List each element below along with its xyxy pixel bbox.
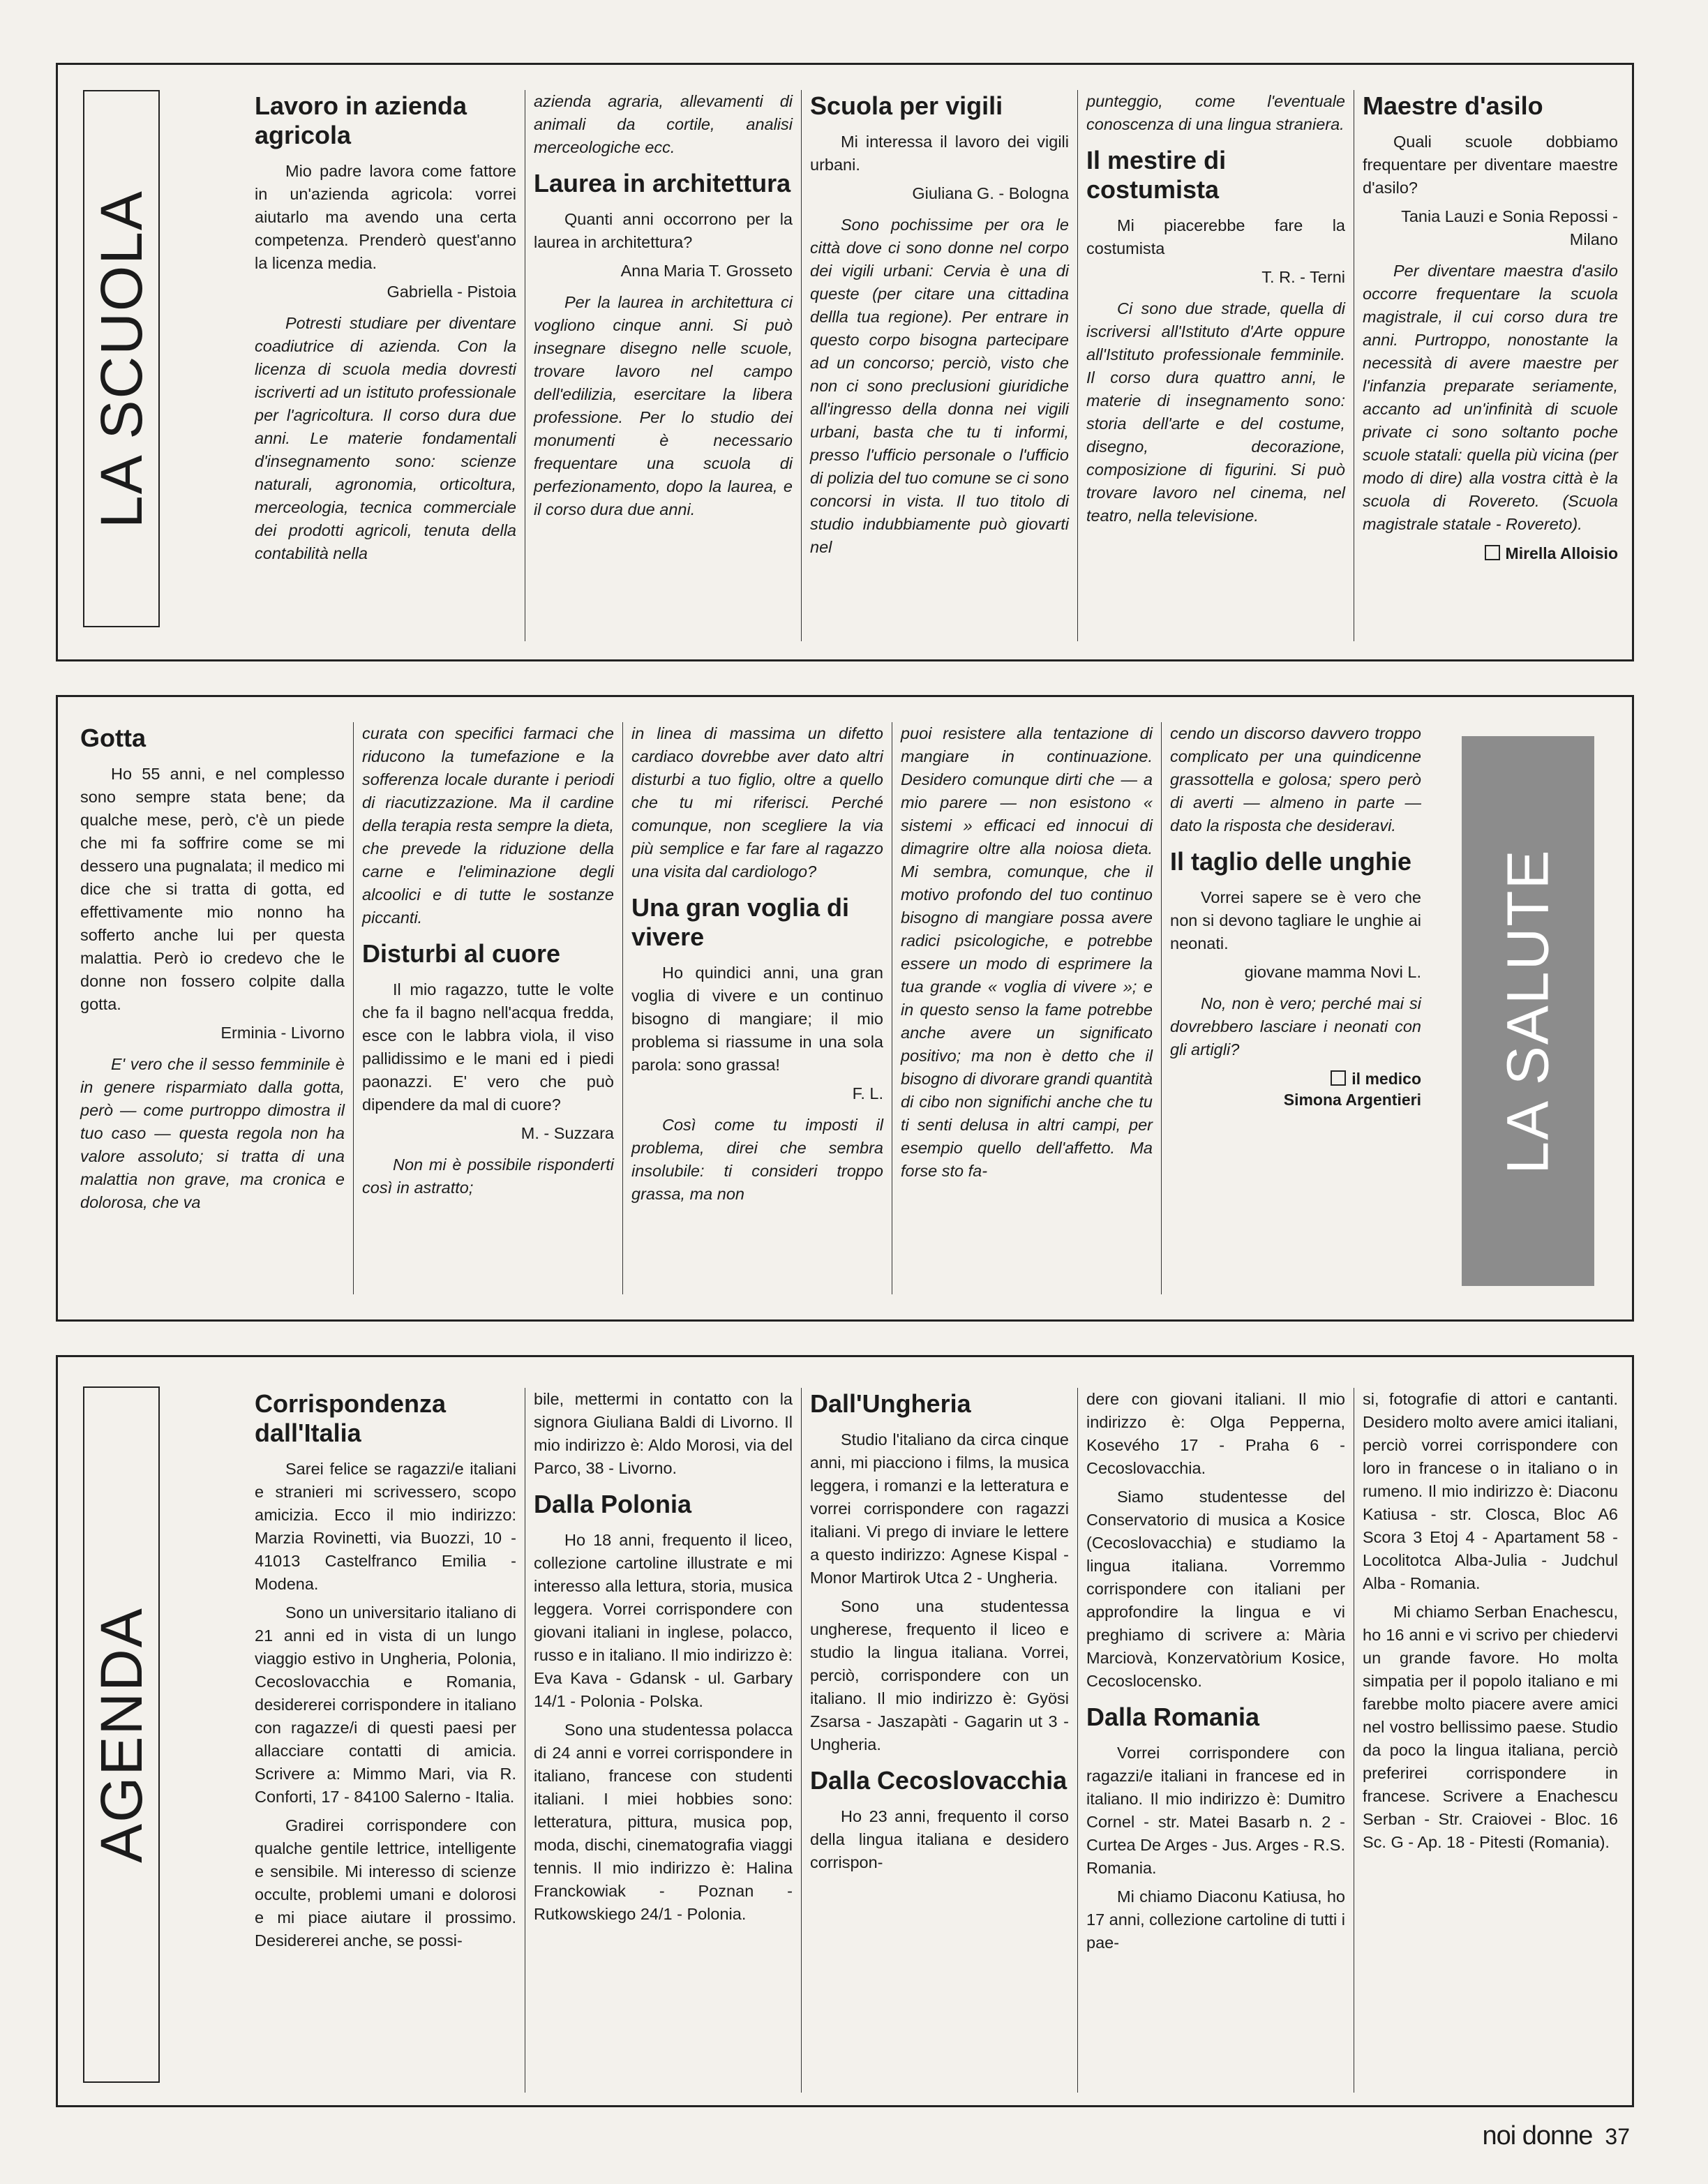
- author-credit: [1170, 1068, 1421, 1089]
- article-title: Disturbi al cuore: [362, 939, 561, 968]
- question: Ho quindici anni, una gran voglia di vivere e un continuo bisogno di mangiare; il mio problema si riassume in una sola parola: sono grassa!: [631, 964, 883, 1074]
- signature: Tania Lauzi e Sonia Repossi - Milano: [1401, 207, 1618, 248]
- letter: Siamo studentesse del Conservatorio di musica a Kosice (Cecoslovacchia) e studiamo la lingua italiana. Vorremmo corrispondere con italiani per approfondire la lingua e vi preghiamo di scrivere a: Mària Marciovà, Konzervatòrium Kosice, Cecoslocensko.: [1086, 1488, 1345, 1690]
- article-column: [1078, 1388, 1354, 2093]
- answer: No, non è vero; perché mai si dovrebbero lasciare i neonati con gli artigli?: [1170, 994, 1421, 1059]
- letter: Sono un universitario italiano di 21 anni ed in vista di un lungo viaggio estivo in Ungheria, Polonia, Cecoslovacchia e Romania, desidererei corrispondere in italiano con ragazze/i di questi paesi per allacciare contatti di amicia. Scrivere a: Mimmo Mari, via R. Conforti, 17 - 84100 Salerno - Italia.: [255, 1603, 516, 1806]
- signature: giovane mamma Novi L.: [1244, 963, 1421, 981]
- article-column: [802, 90, 1078, 641]
- article-title: Lavoro in azienda agricola: [255, 91, 467, 149]
- page-number: 37: [1605, 2124, 1630, 2149]
- author-credit: [1363, 543, 1618, 564]
- magazine-name: noi donne: [1482, 2121, 1593, 2151]
- article-title: Gotta: [80, 724, 146, 752]
- article-column: [246, 90, 525, 641]
- answer: Per la laurea in architettura ci vogliono cinque anni. Si può insegnare disegno nelle scuole, trovare lavoro nel campo dell'edilizia, esercitare la libera professione. Per lo studio dei monumenti è necessario frequentare una scuola di perfezionamento, dopo la laurea, e il corso dura due anni.: [534, 293, 793, 518]
- article-title: Laurea in architettura: [534, 169, 791, 197]
- letter: Sono una studentessa polacca di 24 anni e vorrei corrispondere in italiano, francese con studenti italiani. I miei hobbies sono: letteratura, pittura, musica pop, moda, dischi, cinematografia viaggi tennis. Il mio indirizzo è: Halina Franckowiak - Poznan - Rutkowskiego 24/1 - Polonia.: [534, 1721, 793, 1923]
- signature: Gabriella - Pistoia: [387, 283, 516, 301]
- question: Mio padre lavora come fattore in un'azienda agricola: vorrei aiutarlo ma avendo una certa competenza. Prenderò quest'anno la licenza media.: [255, 162, 516, 272]
- letter-continued: dere con giovani italiani. Il mio indirizzo è: Olga Pepperna, Kosevého 17 - Praha 6 - Cecoslovacchia.: [1086, 1390, 1345, 1477]
- article-title: Il mestire di costumista: [1086, 146, 1227, 204]
- article-column: [1078, 90, 1354, 641]
- question: Quali scuole dobbiamo frequentare per diventare maestre d'asilo?: [1363, 133, 1618, 197]
- answer: Non mi è possibile risponderti così in astratto;: [362, 1155, 614, 1197]
- signature: Erminia - Livorno: [220, 1024, 345, 1042]
- question: Il mio ragazzo, tutte le volte che fa il bagno nell'acqua fredda, esce con le labbra viola, il viso pallidissimo e le mani ed i piedi paonazzi. E' vero che può dipendere da mal di cuore?: [362, 980, 614, 1114]
- signature: M. - Suzzara: [520, 1124, 614, 1142]
- question: Ho 55 anni, e nel complesso sono sempre stata bene; da qualche mese, però, c'è un piede che mi fa soffrire come se mi dessero una pugnalata; il medico mi dice che si tratta di gotta, ed effettivamente mio nonno ha sofferto anche lui per questa malattia. Però io credevo che le donne non fossero colpite dalla gotta.: [80, 765, 345, 1013]
- section-label: AGENDA: [88, 1606, 154, 1863]
- question: Vorrei sapere se è vero che non si devono tagliare le unghie ai neonati.: [1170, 888, 1421, 952]
- article-title: Dalla Romania: [1086, 1703, 1260, 1731]
- section-label: LA SCUOLA: [88, 189, 154, 528]
- signature: T. R. - Terni: [1261, 268, 1345, 286]
- answer: Per diventare maestra d'asilo occorre frequentare la scuola magistrale, il cui corso dura tre anni. Purtroppo, nonostante la necessità di avere maestre per l'infanzia preparate seriamente, accanto ad un'infinità di scuole private ci sono soltanto poche scuole statali: quella più vicina (per modo di dire) alla vostra città è la scuola di Rovereto. (Scuola magistrale statale - Rovereto).: [1363, 262, 1618, 533]
- article-title: Dall'Ungheria: [810, 1389, 971, 1418]
- letter: Mi chiamo Serban Enachescu, ho 16 anni e vi scrivo per chiedervi un grande favore. Ho molta simpatia per il popolo italiano e mi farebbe molto piacere avere amici nel vostro bellissimo paese. Studio da poco la lingua italiana, perciò preferirei corrispondere in francese. Scrivere a Enachescu Serban - Str. Craiovei - Bloc. 16 Sc. G - Ap. 18 - Pitesti (Romania).: [1363, 1603, 1618, 1851]
- article-column: [1354, 90, 1626, 641]
- letter: Gradirei corrispondere con qualche gentile lettrice, intelligente e sensibile. Mi interesso di scienze occulte, problemi umani e dolorosi e mi piace aiutare il prossimo. Desidererei anche, se possi-: [255, 1816, 516, 1950]
- section-label-box: [83, 1386, 160, 2083]
- article-column: [1162, 722, 1430, 1294]
- answer-continued: in linea di massima un difetto cardiaco dovrebbe aver dato altri disturbi a tuo figlio, oltre a quello che tu mi riferisci. Perché comunque, non scegliere la via più semplice e far fare al ragazzo una visita dal cardiologo?: [631, 724, 883, 881]
- author-name: Mirella Alloisio: [1505, 544, 1618, 562]
- end-square-icon: [1485, 545, 1500, 560]
- article-column: [1354, 1388, 1626, 2093]
- letter-continued: si, fotografie di attori e cantanti. Desidero molto avere amici italiani, perciò vorrei corrispondere con loro in francese o in italiano o in rumeno. Il mio indirizzo è: Diaconu Katiusa - str. Closca, Bloc A6 Scora 3 Etoj 4 - Apartament 58 - Locolitotca Alba-Julia - Judchul Alba - Romania.: [1363, 1390, 1618, 1592]
- section-label: LA SALUTE: [1494, 848, 1561, 1174]
- answer: Così come tu imposti il problema, direi che sembra insolubile: ti consideri troppo grassa, ma non: [631, 1116, 883, 1203]
- answer: Sono pochissime per ora le città dove ci sono donne nel corpo dei vigili urbani: Cervia è una di queste (per citare una cittadina dellla tua regione). Per entrare in questo corpo bisogna partecipare ad un concorso; perciò, visto che non ci sono preclusioni giuridiche all'ingresso della donna nei vigili urbani, basta che tu ti informi, presso l'ufficio personale o l'ufficio di polizia del tuo comune se ci sono concorsi in vista. Il tuo titolo di studio indubbiamente può giovarti nel: [810, 216, 1069, 556]
- section-agenda: [56, 1355, 1634, 2107]
- answer-continued: cendo un discorso davvero troppo complicato per una quindicenne grassottella e golosa; spero però di averti — almeno in parte — dato la risposta che desideravi.: [1170, 724, 1421, 835]
- page-footer: [1482, 2121, 1630, 2151]
- article-column: [623, 722, 892, 1294]
- section-label-box: [83, 90, 160, 627]
- article-title: Maestre d'asilo: [1363, 91, 1543, 120]
- article-title: Il taglio delle unghie: [1170, 847, 1412, 876]
- article-column: [892, 722, 1162, 1294]
- article-column: [246, 1388, 525, 2093]
- section-la-salute: [56, 695, 1634, 1322]
- answer-continued: azienda agraria, allevamenti di animali da cortile, analisi merceologiche ecc.: [534, 92, 793, 156]
- answer-continued: punteggio, come l'eventuale conoscenza di una lingua straniera.: [1086, 92, 1345, 133]
- letter: Studio l'italiano da circa cinque anni, mi piacciono i films, la musica leggera, i romanzi e la letteratura e vorrei corrispondere con ragazzi italiani. Vi prego di inviare le lettere a questo indirizzo: Agnese Kispal - Monor Martirok Utca 2 - Ungheria.: [810, 1430, 1069, 1587]
- letter: Ho 18 anni, frequento il liceo, collezione cartoline illustrate e mi interesso alla lettura, storia, musica leggera. Vorrei corrispondere con giovani italiani in inglese, polacco, russo e in italiano. Il mio indirizzo è: Eva Kava - Gdansk - ul. Garbary 14/1 - Polonia - Polska.: [534, 1531, 793, 1710]
- question: Mi interessa il lavoro dei vigili urbani.: [810, 133, 1069, 174]
- letter: Mi chiamo Diaconu Katiusa, ho 17 anni, collezione cartoline di tutti i pae-: [1086, 1887, 1345, 1952]
- answer-continued: puoi resistere alla tentazione di mangiare in continuazione. Desidero comunque dirti che — a mio parere — non esistono « sistemi » efficaci ed innocui di dimagrire oltre alla noiosa dieta. Mi sembra, comunque, che il motivo profondo del tuo continuo bisogno di mangiare possa avere radici psicologiche, e potrebbe essere un modo di esprimere la tua grande « voglia di vivere »; e in questo senso la fame potrebbe anche avere un significato positivo; ma non è detto che il bisogno di divorare grandi quantità di cibo non significhi anche che tu ti senti delusa in altri campi, per esempio quello dell'affetto. Ma forse sto fa-: [901, 724, 1153, 1180]
- section-la-scuola: [56, 63, 1634, 661]
- article-column: [802, 1388, 1078, 2093]
- letter: Ho 23 anni, frequento il corso della lingua italiana e desidero corrispon-: [810, 1807, 1069, 1871]
- signature: Giuliana G. - Bologna: [912, 184, 1069, 202]
- answer: Potresti studiare per diventare coadiutrice di azienda. Con la licenza di scuola media dovresti iscriverti ad un istituto professionale per l'agricoltura. Il corso dura due anni. Le materie fondamentali d'insegnamento sono: scienze naturali, agronomia, orticoltura, merceologia, tecnica commerciale dei prodotti agricoli, tenuta della contabilità nella: [255, 314, 516, 562]
- article-title: Dalla Cecoslovacchia: [810, 1766, 1068, 1795]
- answer: E' vero che il sesso femminile è in genere risparmiato dalla gotta, però — come purtroppo dimostra il tuo caso — questa regola non ha valore assoluto; si tratta di una malattia non grave, ma cronica e dolorosa, che va: [80, 1055, 345, 1211]
- letter: Sarei felice se ragazzi/e italiani e stranieri mi scrivessero, scopo amicizia. Ecco il mio indirizzo: Marzia Rovinetti, via Buozzi, 10 - 41013 Castelfranco Emilia - Modena.: [255, 1460, 516, 1593]
- end-square-icon: [1331, 1070, 1346, 1086]
- author-name: Simona Argentieri: [1283, 1091, 1421, 1109]
- letter: Sono una studentessa ungherese, frequento il liceo e studio la lingua italiana. Vorrei, perciò, corrispondere con un italiano. Il mio indirizzo è: Gyösi Zsarsa - Jaszapàti - Gagarin ut 3 - Ungheria.: [810, 1597, 1069, 1753]
- signature: Anna Maria T. Grosseto: [620, 262, 793, 280]
- letter: Vorrei corrispondere con ragazzi/e italiani in francese ed in italiano. Il mio indirizzo è: Dumitro Cornel - str. Matei Basarb n. 2 - Curtea De Arges - Jus. Arges - R.S. Romania.: [1086, 1744, 1345, 1877]
- signature: F. L.: [852, 1084, 883, 1102]
- article-column: [72, 722, 354, 1294]
- section-label-box: [1462, 736, 1594, 1286]
- author-role: il medico: [1351, 1070, 1421, 1088]
- article-column: [525, 90, 802, 641]
- article-column: [525, 1388, 802, 2093]
- article-column: [354, 722, 623, 1294]
- answer-continued: curata con specifici farmaci che riducono la tumefazione e la sofferenza locale durante i periodi di riacutizzazione. Ma il cardine della terapia resta sempre la dieta, che prevede la riduzione della carne e l'eliminazione degli alcoolici e di tutte le sostanze piccanti.: [362, 724, 614, 927]
- question: Quanti anni occorrono per la laurea in architettura?: [534, 210, 793, 251]
- question: Mi piacerebbe fare la costumista: [1086, 216, 1345, 257]
- letter-continued: bile, mettermi in contatto con la signora Giuliana Baldi di Livorno. Il mio indirizzo è: Aldo Morosi, via del Parco, 38 - Livorno.: [534, 1390, 793, 1477]
- article-title: Scuola per vigili: [810, 91, 1003, 120]
- article-title: Una gran voglia di vivere: [631, 893, 850, 951]
- answer: Ci sono due strade, quella di iscriversi all'Istituto d'Arte oppure all'Istituto professionale femminile. Il corso dura quattro anni, le materie di insegnamento sono: storia dell'arte e del costume, disegno, decorazione, composizione di figurini. Si può trovare lavoro nel cinema, nel teatro, nella televisione.: [1086, 299, 1345, 525]
- article-title: Corrispondenza dall'Italia: [255, 1389, 447, 1447]
- article-title: Dalla Polonia: [534, 1490, 692, 1518]
